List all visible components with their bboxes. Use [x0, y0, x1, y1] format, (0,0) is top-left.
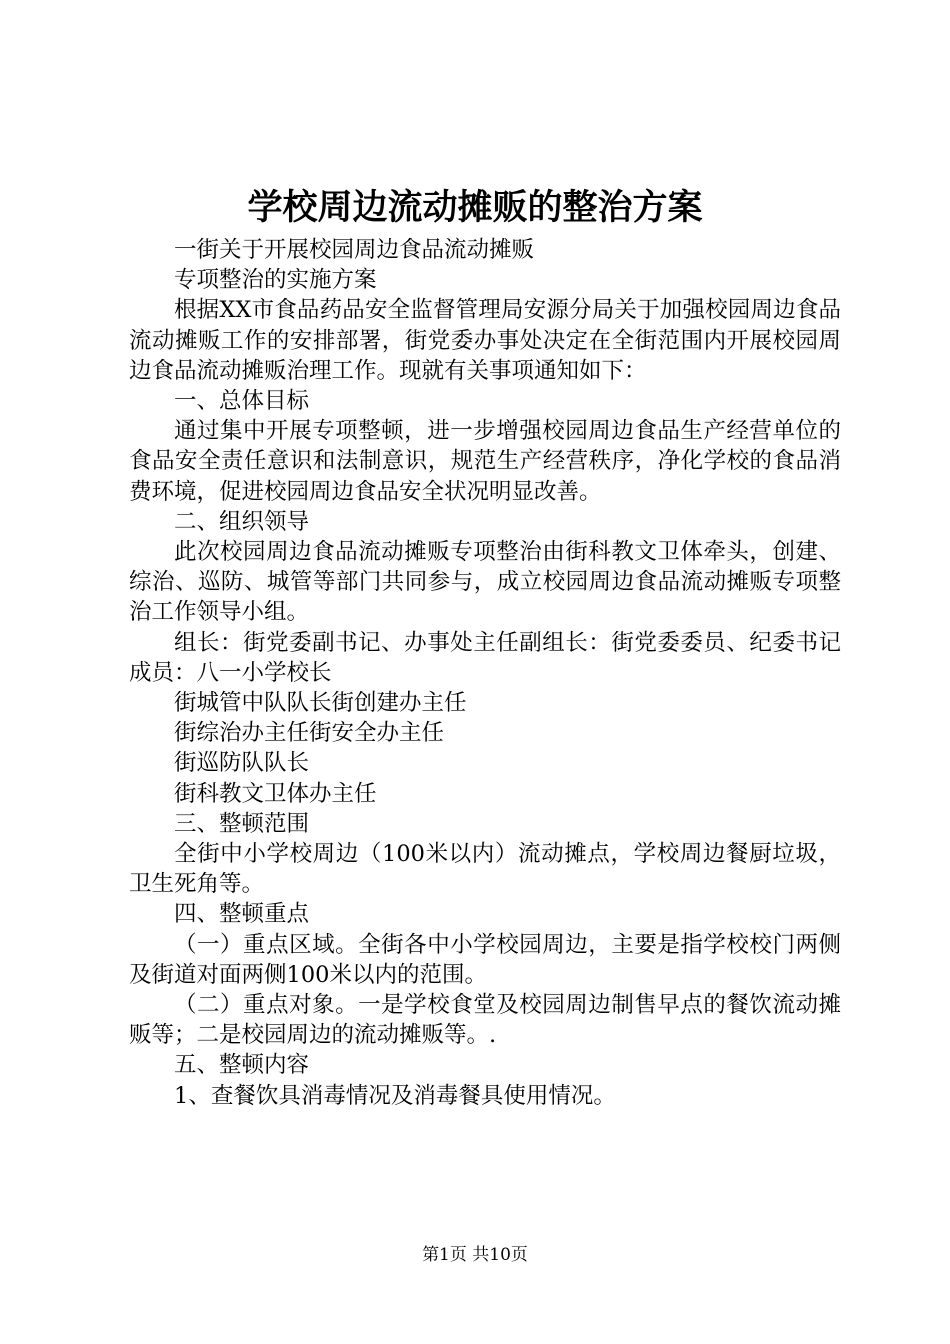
- document-body: [129, 235, 841, 1111]
- member-line-1: 街城管中队队长街创建办主任: [174, 690, 467, 717]
- content-item-1: 1、查餐饮具消毒情况及消毒餐具使用情况。: [174, 1082, 616, 1109]
- section-heading-focus: 四、整顿重点: [174, 901, 310, 928]
- intro-paragraph: 根据XX市食品药品安全监督管理局安源分局关于加强校园周边食品流动摊贩工作的安排部署，街党委办事处决定在全街范围内开展校园周边食品流动摊贩治理工作。现就有关事项通知如下：: [129, 297, 841, 384]
- member-line-3: 街巡防队队长: [174, 750, 310, 777]
- header-line-2: 专项整治的实施方案: [174, 267, 377, 294]
- section-heading-scope: 三、整顿范围: [174, 810, 310, 837]
- section-heading-organization: 二、组织领导: [174, 508, 310, 535]
- document-title: 学校周边流动摊贩的整治方案: [247, 187, 703, 228]
- scope-paragraph: 全街中小学校周边（100米以内）流动摊点，学校周边餐厨垃圾，卫生死角等。: [129, 841, 841, 898]
- page-footer: 第1页 共10页: [422, 1245, 528, 1265]
- focus-area-paragraph: （一）重点区域。全街各中小学校园周边，主要是指学校校门两侧及街道对面两侧100米以内的范围。: [129, 931, 841, 988]
- overall-goal-paragraph: 通过集中开展专项整顿，进一步增强校园周边食品生产经营单位的食品安全责任意识和法制意识，规范生产经营秩序，净化学校的食品消费环境，促进校园周边食品安全状况明显改善。: [129, 418, 841, 505]
- member-line-2: 街综治办主任街安全办主任: [174, 720, 445, 747]
- leader-paragraph: 组长：街党委副书记、办事处主任副组长：街党委委员、纪委书记成员：八一小学校长: [129, 629, 841, 686]
- organization-paragraph: 此次校园周边食品流动摊贩专项整治由街科教文卫体牵头，创建、综治、巡防、城管等部门共同参与，成立校园周边食品流动摊贩专项整治工作领导小组。: [129, 539, 841, 626]
- section-heading-content: 五、整顿内容: [174, 1052, 310, 1079]
- header-line-1: 一街关于开展校园周边食品流动摊贩: [174, 237, 535, 263]
- focus-target-paragraph: （二）重点对象。一是学校食堂及校园周边制售早点的餐饮流动摊贩等；二是校园周边的流动摊贩等。.: [129, 992, 841, 1049]
- member-line-4: 街科教文卫体办主任: [174, 780, 377, 807]
- section-heading-overall-goal: 一、总体目标: [174, 388, 310, 415]
